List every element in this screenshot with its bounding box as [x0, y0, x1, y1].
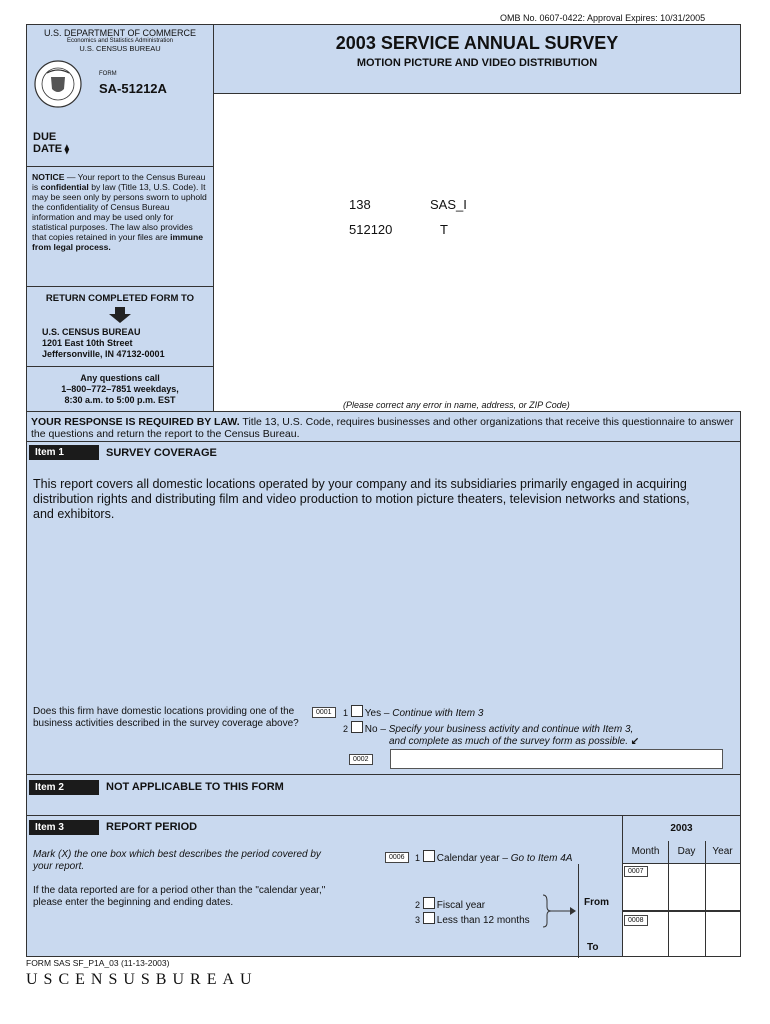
- from-day-cell[interactable]: [668, 863, 706, 910]
- form-id-footer: FORM SAS SF_P1A_03 (11-13-2003): [26, 958, 170, 968]
- return-heading: RETURN COMPLETED FORM TO: [45, 293, 195, 304]
- confidentiality-notice: NOTICE — Your report to the Census Bureau is confidential by law (Title 13, U.S. Code). It may be seen only by persons sworn to uphold the confidentiality of Census Bureau information and may be used only for statistical purposes. The law also provides that copies retained in your files are immune from legal process.: [26, 166, 214, 287]
- report-period-table: [622, 815, 741, 957]
- from-year-cell[interactable]: [705, 863, 740, 910]
- yes-checkbox[interactable]: [351, 705, 363, 717]
- year-col-header: Year: [712, 846, 733, 857]
- business-activity-input[interactable]: [390, 749, 723, 769]
- coverage-description: This report covers all domestic locations operated by your company and its subsidiaries primarily engaged in acquiring distribution rights and distributing film and video production to motion picture theaters, television networks and stations, and exhibitors.: [33, 477, 690, 521]
- to-label: To: [587, 942, 599, 953]
- option-no[interactable]: 2 No – Specify your business activity and continue with Item 3, and complete as much of the survey form as possible. ↙: [343, 721, 639, 748]
- census-address: U.S. CENSUS BUREAU 1201 East 10th Street Jeffersonville, IN 47132-0001: [42, 327, 165, 359]
- field-code-0007: 0007: [624, 866, 648, 877]
- item1-tab: Item 1: [29, 445, 99, 460]
- arrow-down-icon: [109, 307, 131, 323]
- item2-section: [26, 774, 741, 816]
- calendar-year-checkbox[interactable]: [423, 850, 435, 862]
- item2-tab: Item 2: [29, 780, 99, 795]
- law-notice: YOUR RESPONSE IS REQUIRED BY LAW. Title 13, U.S. Code, requires businesses and other organizations that receive this questionnaire to answer the questions and return the report to the Census Bureau.: [26, 411, 741, 442]
- less-than-12-months-checkbox[interactable]: [423, 912, 435, 924]
- from-date-row: [623, 863, 740, 912]
- census-bureau-wordmark: USCENSUSBUREAU: [26, 971, 258, 988]
- department-name: U.S. DEPARTMENT OF COMMERCE: [43, 28, 196, 38]
- esa-name: Economics and Statistics Administration: [66, 38, 174, 44]
- period-instruction: Mark (X) the one box which best describes the period covered by your report.: [33, 849, 321, 872]
- due-date-label: DUE DATE ⧫: [33, 131, 70, 155]
- address-id-1: 138: [349, 197, 371, 212]
- fiscal-year-checkbox[interactable]: [423, 897, 435, 909]
- survey-subtitle: MOTION PICTURE AND VIDEO DISTRIBUTION: [356, 57, 598, 69]
- form-number: SA-51212A: [99, 81, 167, 96]
- address-code-2: T: [440, 222, 448, 237]
- agency-block: [26, 24, 214, 167]
- to-month-cell[interactable]: [623, 912, 669, 956]
- field-code-0001: 0001: [312, 707, 336, 718]
- arrow-diagonal-icon: ↙: [630, 736, 640, 747]
- from-month-cell[interactable]: [623, 863, 669, 910]
- to-day-cell[interactable]: [668, 912, 706, 956]
- option-yes[interactable]: 1 Yes – Continue with Item 3: [343, 705, 483, 719]
- survey-title: 2003 SERVICE ANNUAL SURVEY: [335, 33, 619, 53]
- option-calendar-year[interactable]: 1 Calendar year – Go to Item 4A: [415, 850, 572, 864]
- address-correction-note: (Please correct any error in name, address, or ZIP Code): [343, 400, 570, 410]
- omb-approval: OMB No. 0607-0422: Approval Expires: 10/31/2005: [500, 13, 706, 23]
- dates-instruction: If the data reported are for a period other than the "calendar year," please enter the beginning and ending dates.: [33, 885, 326, 908]
- address-code-1: SAS_I: [430, 197, 467, 212]
- month-header: Month: [623, 841, 669, 863]
- item2-title: NOT APPLICABLE TO THIS FORM: [106, 781, 284, 793]
- field-code-0008: 0008: [624, 915, 648, 926]
- year-header: 2003: [623, 816, 740, 842]
- date-column-headers: [623, 841, 740, 864]
- brace-arrow-icon: [542, 893, 578, 929]
- title-block: [213, 24, 741, 94]
- item3-tab: Item 3: [29, 820, 99, 835]
- coverage-question: Does this firm have domestic locations providing one of the business activities described in the survey coverage above?: [33, 706, 299, 729]
- to-date-row: [623, 912, 740, 956]
- field-code-0006: 0006: [385, 852, 409, 863]
- option-less-than-12-months[interactable]: 3 Less than 12 months: [415, 912, 530, 926]
- option-fiscal-year[interactable]: 2 Fiscal year: [415, 897, 485, 911]
- field-code-0002: 0002: [349, 754, 373, 765]
- from-label: From: [584, 897, 609, 908]
- questions-contact: Any questions call 1–800–772–7851 weekdays, 8:30 a.m. to 5:00 p.m. EST: [26, 366, 214, 412]
- bureau-name: U.S. CENSUS BUREAU: [79, 44, 161, 53]
- form-label: FORM: [99, 71, 117, 77]
- from-to-column: [578, 864, 624, 958]
- item1-section: [26, 441, 741, 775]
- to-year-cell[interactable]: [705, 912, 740, 956]
- item3-title: REPORT PERIOD: [106, 821, 198, 833]
- address-id-2: 512120: [349, 222, 393, 237]
- day-header: Day: [668, 841, 706, 863]
- item1-title: SURVEY COVERAGE: [106, 447, 217, 459]
- no-checkbox[interactable]: [351, 721, 363, 733]
- item3-section: [26, 815, 623, 957]
- return-address-block: [26, 286, 214, 367]
- commerce-seal-icon: [33, 59, 83, 109]
